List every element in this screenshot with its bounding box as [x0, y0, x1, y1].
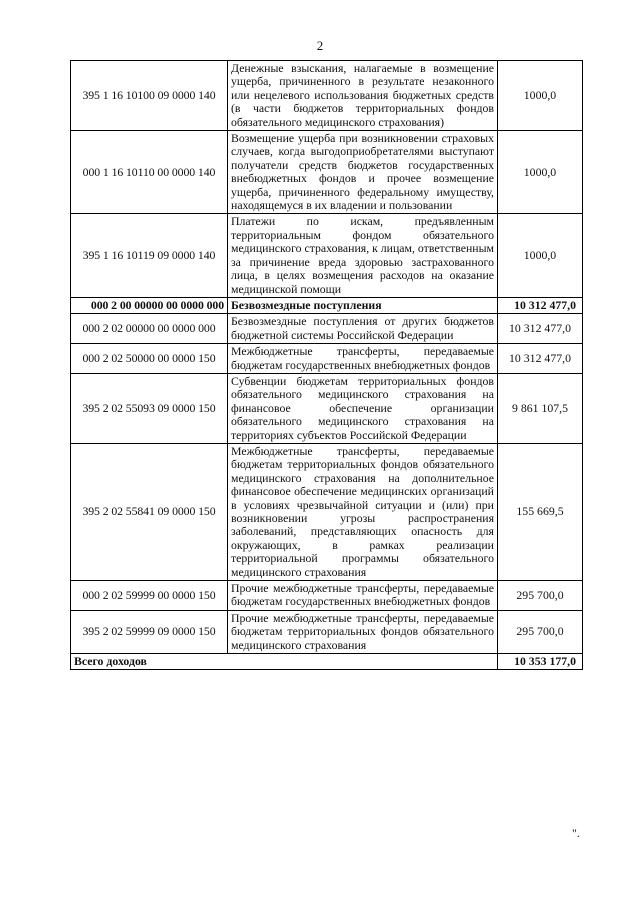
- amount-cell: 1000,0: [498, 61, 583, 131]
- amount-cell: 10 312 477,0: [498, 344, 583, 374]
- budget-code-cell: 000 1 16 10110 00 0000 140: [71, 131, 228, 214]
- table-row: [71, 314, 583, 344]
- amount-cell: 1000,0: [498, 214, 583, 297]
- closing-quote-mark: ".: [572, 826, 580, 840]
- budget-code-cell: 395 1 16 10119 09 0000 140: [71, 214, 228, 297]
- description-cell: Межбюджетные трансферты, передаваемые бюджетам государственных внебюджетных фондов: [228, 344, 498, 374]
- description-cell: Прочие межбюджетные трансферты, передаваемые бюджетам государственных внебюджетных фондов: [228, 581, 498, 611]
- description-cell: Прочие межбюджетные трансферты, передаваемые бюджетам территориальных фондов обязательного медицинского страхования: [228, 610, 498, 653]
- description-cell: Безвозмездные поступления от других бюджетов бюджетной системы Российской Федерации: [228, 314, 498, 344]
- page-number: 2: [316, 38, 324, 53]
- table-row: [71, 344, 583, 374]
- description-cell: Субвенции бюджетам территориальных фондов обязательного медицинского страхования на финансовое обеспечение организации обязательного медицинского страхования на территориях субъектов Российской Федерации: [228, 373, 498, 443]
- budget-code-cell: 000 2 02 59999 00 0000 150: [71, 581, 228, 611]
- total-amount: 10 353 177,0: [498, 654, 583, 670]
- total-gap-cell: [228, 654, 498, 670]
- amount-cell: 10 312 477,0: [498, 297, 583, 313]
- budget-code-cell: 000 2 02 00000 00 0000 000: [71, 314, 228, 344]
- table-row: [71, 214, 583, 297]
- table-row: [71, 610, 583, 653]
- amount-cell: 295 700,0: [498, 581, 583, 611]
- budget-code-cell: 395 1 16 10100 09 0000 140: [71, 61, 228, 131]
- budget-code-cell: 000 2 02 50000 00 0000 150: [71, 344, 228, 374]
- table-row: [71, 131, 583, 214]
- amount-cell: 155 669,5: [498, 443, 583, 580]
- table-row: [71, 297, 583, 313]
- description-cell: Денежные взыскания, налагаемые в возмещение ущерба, причиненного в результате незаконного или нецелевого использования бюджетных средств (в части бюджетов территориальных фондов обязательного медицинского страхования): [228, 61, 498, 131]
- budget-code-cell: 000 2 00 00000 00 0000 000: [71, 297, 228, 313]
- amount-cell: 1000,0: [498, 131, 583, 214]
- amount-cell: 10 312 477,0: [498, 314, 583, 344]
- table-row: [71, 581, 583, 611]
- budget-code-cell: 395 2 02 59999 09 0000 150: [71, 610, 228, 653]
- revenue-table: [70, 60, 583, 670]
- total-label: Всего доходов: [71, 654, 228, 670]
- description-cell: Безвозмездные поступления: [228, 297, 498, 313]
- total-row: [71, 654, 583, 670]
- description-cell: Межбюджетные трансферты, передаваемые бюджетам территориальных фондов обязательного медицинского страхования на дополнительное финансовое обеспечение медицинских организаций в условиях чрезвычайной ситуации и (или) при возникновении угрозы распространения заболеваний, представляющих опасность для окружающих, в рамках реализации территориальной программы обязательного медицинского страхования: [228, 443, 498, 580]
- description-cell: Возмещение ущерба при возникновении страховых случаев, когда выгодоприобретателями выступают получатели средств бюджетов государственных внебюджетных фондов и прочее возмещение ущерба, причиненного федеральному имуществу, находящемуся в их владении и пользовании: [228, 131, 498, 214]
- table-row: [71, 61, 583, 131]
- amount-cell: 295 700,0: [498, 610, 583, 653]
- budget-code-cell: 395 2 02 55093 09 0000 150: [71, 373, 228, 443]
- revenue-table-body: [71, 61, 583, 670]
- table-row: [71, 443, 583, 580]
- description-cell: Платежи по искам, предъявленным территориальным фондом обязательного медицинского страхования, к лицам, ответственным за причинение вреда здоровью застрахованного лица, в целях возмещения расходов на оказание медицинской помощи: [228, 214, 498, 297]
- budget-code-cell: 395 2 02 55841 09 0000 150: [71, 443, 228, 580]
- table-row: [71, 373, 583, 443]
- amount-cell: 9 861 107,5: [498, 373, 583, 443]
